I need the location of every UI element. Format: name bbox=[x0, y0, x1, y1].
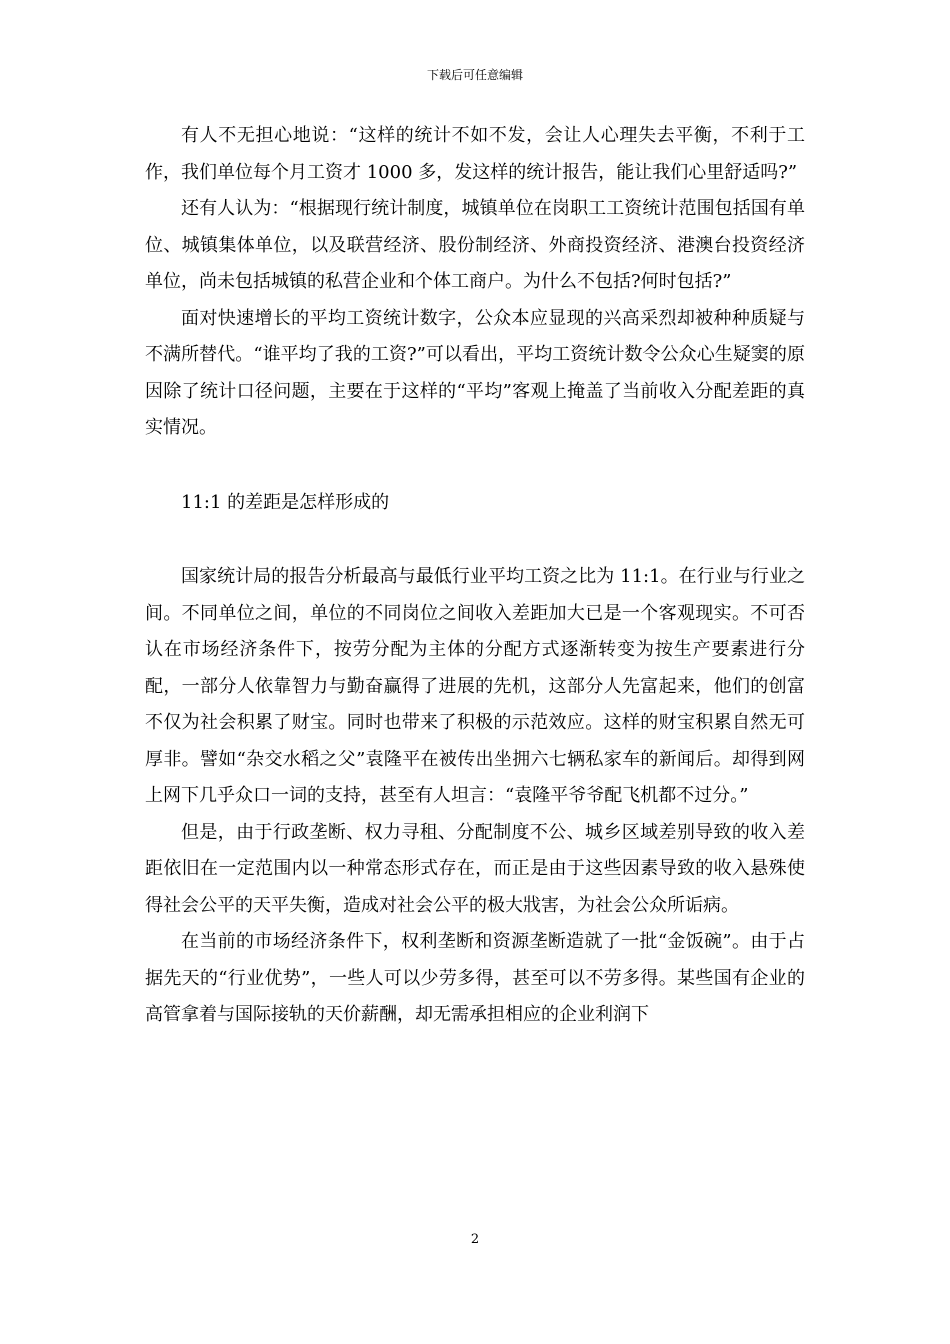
document-body bbox=[145, 118, 805, 1034]
paragraph-2: 还有人认为：“根据现行统计制度，城镇单位在岗职工工资统计范围包括国有单位、城镇集体单位，以及联营经济、股份制经济、外商投资经济、港澳台投资经济单位，尚未包括城镇的私营企业和个体工商户。为什么不包括?何时包括?” bbox=[145, 198, 805, 292]
page-header: 下载后可任意编辑 bbox=[426, 68, 523, 82]
paragraph-1: 有人不无担心地说：“这样的统计不如不发，会让人心理失去平衡，不利于工作，我们单位每个月工资才 1000 多，发这样的统计报告，能让我们心里舒适吗?” bbox=[145, 125, 805, 183]
paragraph-4: 国家统计局的报告分析最高与最低行业平均工资之比为 11:1。在行业与行业之间。不同单位之间，单位的不同岗位之间收入差距加大已是一个客观现实。不可否认在市场经济条件下，按劳分配为主体的分配方式逐渐转变为按生产要素进行分配，一部分人依靠智力与勤奋赢得了进展的先机，这部分人先富起来，他们的创富不仅为社会积累了财宝。同时也带来了积极的示范效应。这样的财宝积累自然无可厚非。譬如“杂交水稻之父”袁隆平在被传出坐拥六七辆私家车的新闻后。却得到网上网下几乎众口一词的支持，甚至有人坦言：“袁隆平爷爷配飞机都不过分。” bbox=[145, 566, 805, 806]
paragraph-5: 但是，由于行政垄断、权力寻租、分配制度不公、城乡区域差别导致的收入差距依旧在一定范围内以一种常态形式存在，而正是由于这些因素导致的收入悬殊使得社会公平的天平失衡，造成对社会公平的极大戕害，为社会公众所诟病。 bbox=[145, 821, 805, 916]
section-heading: 11:1 的差距是怎样形成的 bbox=[181, 491, 390, 513]
page-number: 2 bbox=[470, 1232, 480, 1247]
paragraph-6: 在当前的市场经济条件下，权利垄断和资源垄断造就了一批“金饭碗”。由于占据先天的“行业优势”，一些人可以少劳多得，甚至可以不劳多得。某些国有企业的高管拿着与国际接轨的天价薪酬，却无需承担相应的企业利润下 bbox=[145, 931, 805, 1025]
paragraph-3: 面对快速增长的平均工资统计数字，公众本应显现的兴高采烈却被种种质疑与不满所替代。“谁平均了我的工资?”可以看出，平均工资统计数令公众心生疑窦的原因除了统计口径问题，主要在于这样的“平均”客观上掩盖了当前收入分配差距的真实情况。 bbox=[145, 307, 805, 438]
